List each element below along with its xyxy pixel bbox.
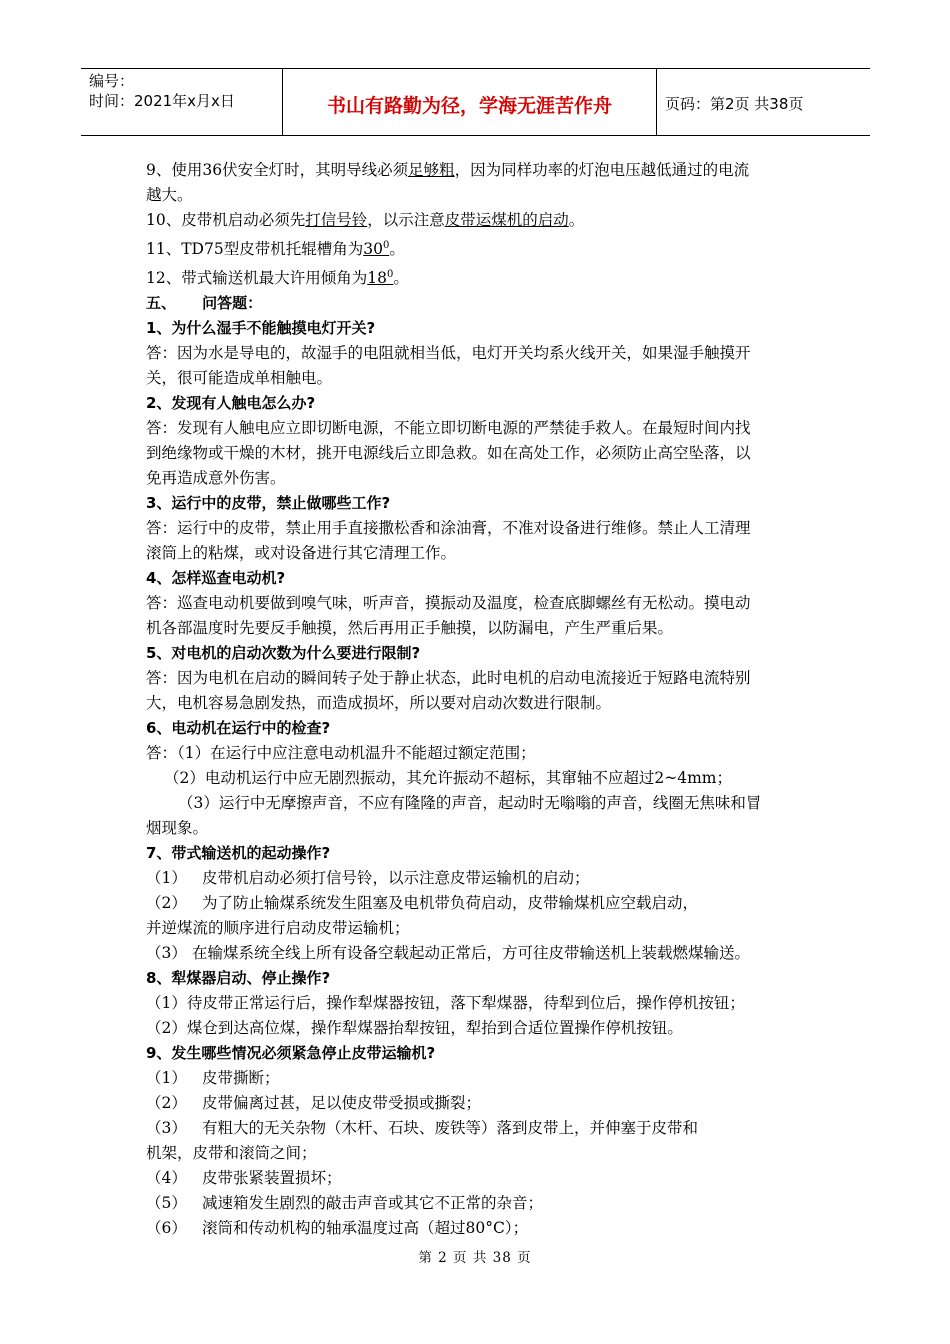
answer-5-line-2: 大，电机容易急剧发热，而造成损坏，所以要对启动次数进行限制。 — [146, 694, 612, 713]
answer-2-line-1: 答：发现有人触电应立即切断电源，不能立即切断电源的严禁徒手救人。在最短时间内找 — [146, 419, 751, 438]
q7-step-2-cont: 并逆煤流的顺序进行启动皮带运输机； — [146, 919, 410, 938]
q6-answer-3-cont: 烟现象。 — [146, 819, 209, 838]
q9-item-2: （2） 皮带偏离过甚，足以使皮带受损或撕裂； — [146, 1094, 482, 1113]
document-number-label: 编号： — [89, 72, 135, 90]
question-2: 2、发现有人触电怎么办? — [146, 394, 316, 413]
q9-item-3-cont: 机架，皮带和滚筒之间； — [146, 1144, 317, 1163]
question-7: 7、带式输送机的起动操作? — [146, 844, 331, 863]
q6-answer-2: （2）电动机运行中应无剧烈振动，其允许振动不超标，其窜轴不应超过2~4mm； — [164, 769, 732, 788]
fill-item-9: 9、使用36伏安全灯时，其明导线必须足够粗，因为同样功率的灯泡电压越低通过的电流 — [146, 161, 750, 179]
q9-item-3: （3） 有粗大的无关杂物（木杆、石块、废铁等）落到皮带上，并伸塞于皮带和 — [146, 1119, 699, 1138]
header-page-info: 页码：第2页 共38页 — [665, 94, 804, 113]
q6-answer-3: （3）运行中无摩擦声音，不应有隆隆的声音，起动时无嗡嗡的声音，线圈无焦味和冒 — [178, 794, 762, 813]
question-3: 3、运行中的皮带，禁止做哪些工作? — [146, 494, 391, 513]
fill-item-11: 11、TD75型皮带机托辊槽角为$30^0$。 — [146, 240, 405, 259]
answer-2-line-2: 到绝缘物或干燥的木材，挑开电源线后立即急救。如在高处工作，必须防止高空坠落，以 — [146, 444, 751, 463]
header-meta — [81, 69, 283, 135]
q7-step-1: （1） 皮带机启动必须打信号铃，以示注意皮带运输机的启动； — [146, 869, 590, 888]
page-header — [81, 68, 870, 136]
q7-step-3: （3） 在输煤系统全线上所有设备空载起动正常后，方可往皮带输送机上装载燃煤输送。 — [146, 944, 751, 963]
question-6: 6、电动机在运行中的检查? — [146, 719, 331, 738]
answer-4-line-2: 机各部温度时先要反手触摸，然后再用正手触摸，以防漏电，产生严重后果。 — [146, 619, 674, 638]
answer-1-line-1: 答：因为水是导电的，故湿手的电阻就相当低，电灯开关均系火线开关，如果湿手触摸开 — [146, 344, 751, 363]
answer-5-line-1: 答：因为电机在启动的瞬间转子处于静止状态，此时电机的启动电流接近于短路电流特别 — [146, 669, 751, 688]
q7-step-2: （2） 为了防止输煤系统发生阻塞及电机带负荷启动，皮带输煤机应空载启动， — [146, 894, 699, 913]
page-footer: 第 2 页 共 38 页 — [418, 1250, 532, 1266]
section-title: 五、 问答题： — [146, 294, 263, 313]
answer-3-line-1: 答：运行中的皮带，禁止用手直接撒松香和涂油膏，不准对设备进行维修。禁止人工清理 — [146, 519, 751, 538]
question-1: 1、为什么湿手不能触摸电灯开关? — [146, 319, 376, 338]
q8-step-1: （1）待皮带正常运行后，操作犁煤器按钮，落下犁煤器，待犁到位后，操作停机按钮； — [146, 994, 745, 1013]
q9-item-1: （1） 皮带撕断； — [146, 1069, 280, 1088]
question-8: 8、犁煤器启动、停止操作? — [146, 969, 331, 988]
q6-answer-1: 答：（1）在运行中应注意电动机温升不能超过额定范围； — [146, 744, 536, 763]
q9-item-4: （4） 皮带张紧装置损坏； — [146, 1169, 342, 1188]
document-date: 时间：2021年x月x日 — [89, 92, 235, 110]
fill-item-10: 10、皮带机启动必须先打信号铃，以示注意皮带运煤机的启动。 — [146, 211, 585, 229]
q9-item-6: （6） 滚筒和传动机构的轴承温度过高（超过80°C）； — [146, 1219, 529, 1238]
answer-1-line-2: 关，很可能造成单相触电。 — [146, 369, 333, 388]
answer-4-line-1: 答：巡查电动机要做到嗅气味，听声音，摸振动及温度，检查底脚螺丝有无松动。摸电动 — [146, 594, 751, 613]
document-body — [146, 158, 812, 1241]
q8-step-2: （2）煤仓到达高位煤，操作犁煤器抬犁按钮，犁抬到合适位置操作停机按钮。 — [146, 1019, 683, 1038]
answer-3-line-2: 滚筒上的粘煤，或对设备进行其它清理工作。 — [146, 544, 457, 563]
q9-item-5: （5） 减速箱发生剧烈的敲击声音或其它不正常的杂音； — [146, 1194, 544, 1213]
answer-2-line-3: 免再造成意外伤害。 — [146, 469, 286, 488]
header-motto: 书山有路勤为径，学海无涯苦作舟 — [283, 69, 657, 135]
fill-item-12: 12、带式输送机最大许用倾角为$18^0$。 — [146, 269, 409, 288]
fill-item-9-cont: 越大。 — [146, 186, 193, 204]
question-4: 4、怎样巡查电动机? — [146, 569, 286, 588]
question-5: 5、对电机的启动次数为什么要进行限制? — [146, 644, 421, 663]
qa-list — [146, 316, 812, 766]
question-9: 9、发生哪些情况必须紧急停止皮带运输机? — [146, 1044, 436, 1063]
